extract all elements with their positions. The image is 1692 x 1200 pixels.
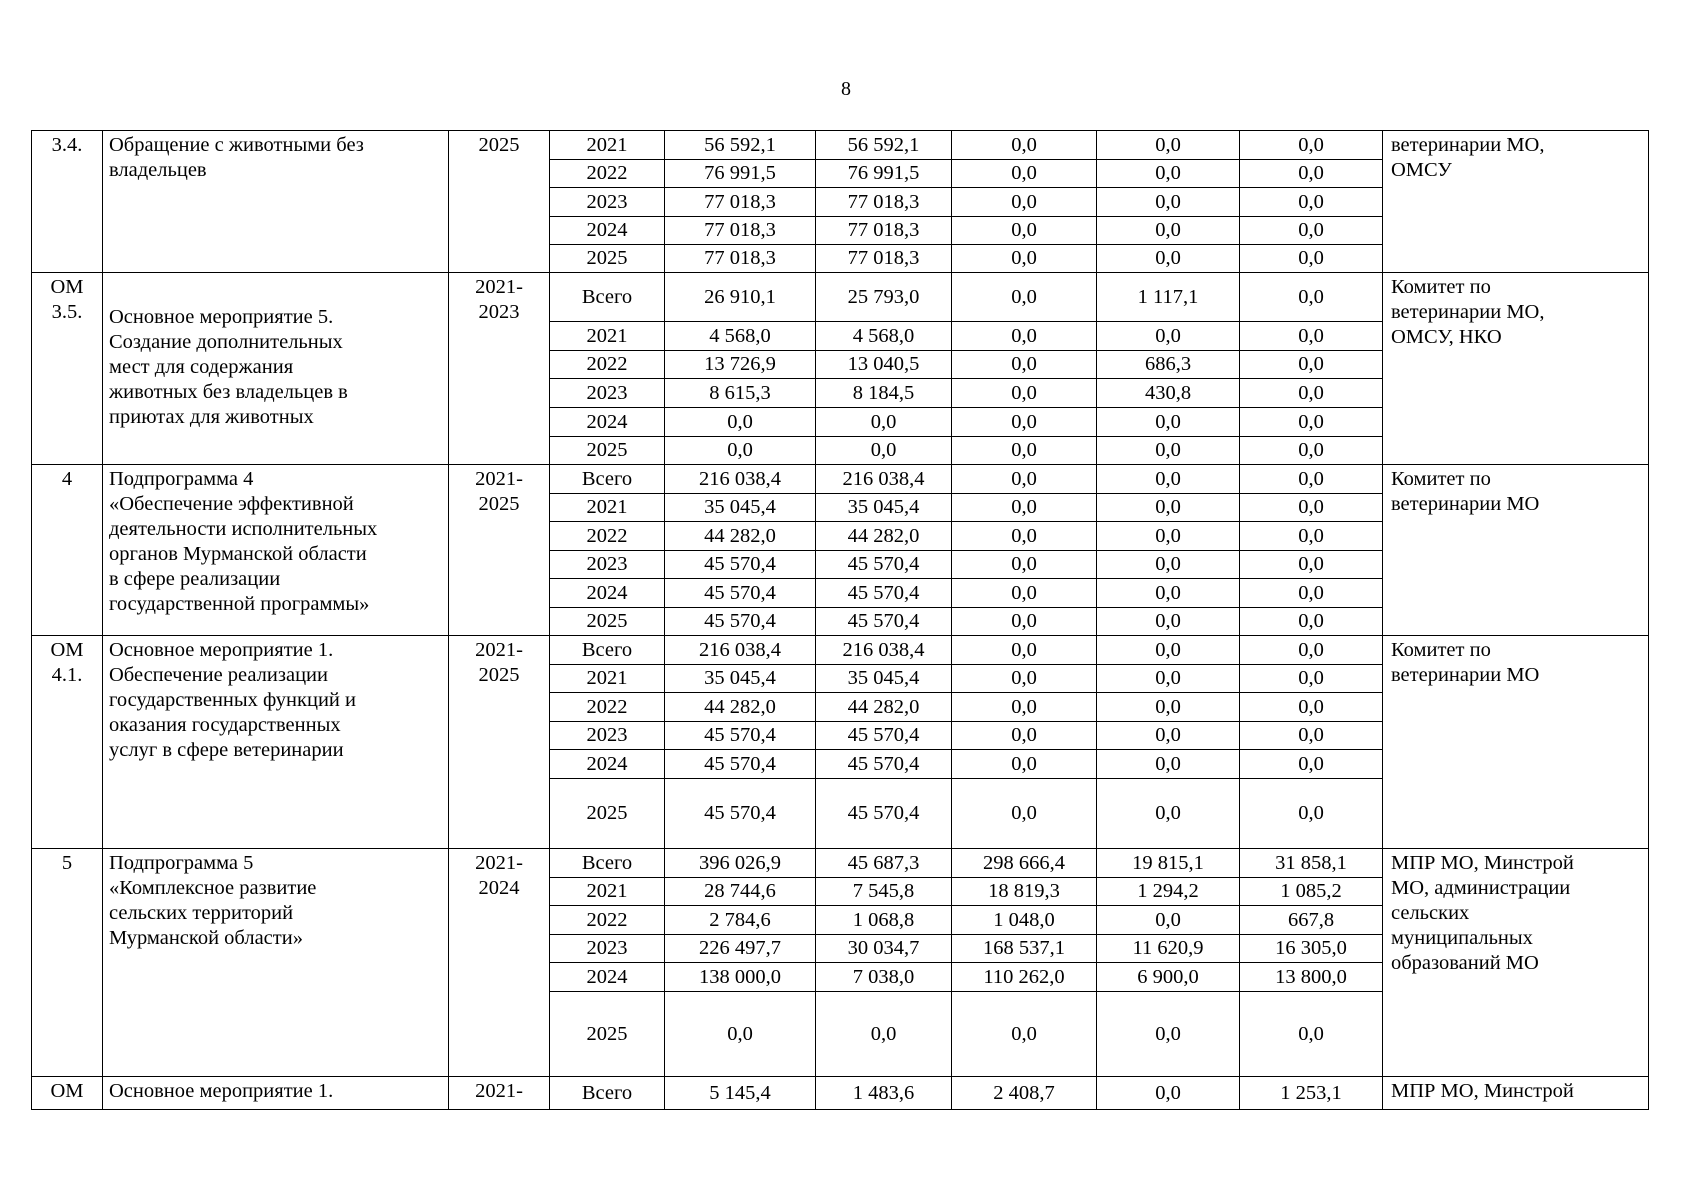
total-amount-cell: 28 744,6 bbox=[665, 878, 816, 906]
item-name-cell bbox=[103, 273, 449, 465]
item-name-line: Основное мероприятие 1. bbox=[109, 1080, 334, 1102]
regional-budget-cell: 0,0 bbox=[816, 992, 952, 1077]
executor-cell bbox=[1383, 273, 1649, 465]
other-sources-cell: 0,0 bbox=[1240, 750, 1383, 779]
regional-budget-cell: 56 592,1 bbox=[816, 131, 952, 160]
total-amount-cell: 35 045,4 bbox=[665, 494, 816, 522]
federal-budget-cell: 0,0 bbox=[952, 579, 1097, 608]
period-cell bbox=[449, 465, 550, 636]
year-cell: Всего bbox=[550, 1077, 665, 1110]
regional-budget-cell: 44 282,0 bbox=[816, 522, 952, 551]
item-name-line: в сфере реализации bbox=[109, 568, 281, 590]
year-cell: 2023 bbox=[550, 188, 665, 217]
period-line: 2024 bbox=[478, 877, 520, 899]
other-sources-cell: 0,0 bbox=[1240, 322, 1383, 351]
regional-budget-cell: 0,0 bbox=[816, 408, 952, 437]
period-line: 2025 bbox=[478, 664, 520, 686]
item-name-cell bbox=[103, 636, 449, 849]
local-budget-cell: 0,0 bbox=[1097, 636, 1240, 665]
regional-budget-cell: 44 282,0 bbox=[816, 693, 952, 722]
local-budget-cell: 0,0 bbox=[1097, 665, 1240, 693]
table-row bbox=[32, 273, 1649, 322]
item-name-line: органов Мурманской области bbox=[109, 543, 367, 565]
page-number: 8 bbox=[841, 78, 851, 100]
item-name-line: Обеспечение реализации bbox=[109, 664, 328, 686]
item-name-line: животных без владельцев в bbox=[109, 381, 348, 403]
federal-budget-cell: 0,0 bbox=[952, 273, 1097, 322]
total-amount-cell: 35 045,4 bbox=[665, 665, 816, 693]
local-budget-cell: 0,0 bbox=[1097, 522, 1240, 551]
federal-budget-cell: 0,0 bbox=[952, 245, 1097, 273]
regional-budget-cell: 216 038,4 bbox=[816, 465, 952, 494]
local-budget-cell: 0,0 bbox=[1097, 131, 1240, 160]
year-cell: 2024 bbox=[550, 750, 665, 779]
year-cell: 2021 bbox=[550, 131, 665, 160]
federal-budget-cell: 18 819,3 bbox=[952, 878, 1097, 906]
total-amount-cell: 45 570,4 bbox=[665, 722, 816, 750]
year-cell: 2025 bbox=[550, 608, 665, 636]
local-budget-cell: 0,0 bbox=[1097, 722, 1240, 750]
local-budget-cell: 0,0 bbox=[1097, 992, 1240, 1077]
item-code-line: 4 bbox=[61, 468, 73, 490]
other-sources-cell: 0,0 bbox=[1240, 351, 1383, 379]
item-code-line: 4.1. bbox=[51, 664, 83, 686]
executor-cell bbox=[1383, 131, 1649, 273]
year-cell: 2023 bbox=[550, 722, 665, 750]
local-budget-cell: 0,0 bbox=[1097, 437, 1240, 465]
local-budget-cell: 430,8 bbox=[1097, 379, 1240, 408]
regional-budget-cell: 45 570,4 bbox=[816, 722, 952, 750]
total-amount-cell: 8 615,3 bbox=[665, 379, 816, 408]
regional-budget-cell: 7 038,0 bbox=[816, 963, 952, 992]
other-sources-cell: 0,0 bbox=[1240, 131, 1383, 160]
regional-budget-cell: 45 570,4 bbox=[816, 779, 952, 849]
year-cell: 2023 bbox=[550, 379, 665, 408]
other-sources-cell: 0,0 bbox=[1240, 217, 1383, 245]
executor-cell bbox=[1383, 1077, 1649, 1110]
year-cell: Всего bbox=[550, 465, 665, 494]
period-cell bbox=[449, 273, 550, 465]
local-budget-cell: 0,0 bbox=[1097, 1077, 1240, 1110]
local-budget-cell: 0,0 bbox=[1097, 322, 1240, 351]
other-sources-cell: 0,0 bbox=[1240, 160, 1383, 188]
executor-cell bbox=[1383, 465, 1649, 636]
federal-budget-cell: 0,0 bbox=[952, 608, 1097, 636]
federal-budget-cell: 0,0 bbox=[952, 217, 1097, 245]
federal-budget-cell: 0,0 bbox=[952, 522, 1097, 551]
total-amount-cell: 0,0 bbox=[665, 408, 816, 437]
federal-budget-cell: 2 408,7 bbox=[952, 1077, 1097, 1110]
local-budget-cell: 0,0 bbox=[1097, 750, 1240, 779]
regional-budget-cell: 35 045,4 bbox=[816, 494, 952, 522]
item-name-cell bbox=[103, 131, 449, 273]
other-sources-cell: 0,0 bbox=[1240, 273, 1383, 322]
item-name-line: «Комплексное развитие bbox=[109, 877, 317, 899]
item-code-cell bbox=[32, 273, 103, 465]
other-sources-cell: 0,0 bbox=[1240, 693, 1383, 722]
regional-budget-cell: 1 483,6 bbox=[816, 1077, 952, 1110]
other-sources-cell: 0,0 bbox=[1240, 188, 1383, 217]
year-cell: 2024 bbox=[550, 579, 665, 608]
total-amount-cell: 13 726,9 bbox=[665, 351, 816, 379]
executor-line: ОМСУ, НКО bbox=[1391, 326, 1502, 348]
total-amount-cell: 77 018,3 bbox=[665, 188, 816, 217]
total-amount-cell: 5 145,4 bbox=[665, 1077, 816, 1110]
total-amount-cell: 45 570,4 bbox=[665, 579, 816, 608]
total-amount-cell: 76 991,5 bbox=[665, 160, 816, 188]
local-budget-cell: 0,0 bbox=[1097, 779, 1240, 849]
regional-budget-cell: 45 570,4 bbox=[816, 579, 952, 608]
other-sources-cell: 0,0 bbox=[1240, 608, 1383, 636]
item-name-line: оказания государственных bbox=[109, 714, 341, 736]
other-sources-cell: 0,0 bbox=[1240, 245, 1383, 273]
total-amount-cell: 77 018,3 bbox=[665, 217, 816, 245]
item-code-line: ОМ bbox=[50, 639, 84, 661]
other-sources-cell: 0,0 bbox=[1240, 579, 1383, 608]
federal-budget-cell: 0,0 bbox=[952, 551, 1097, 579]
total-amount-cell: 45 570,4 bbox=[665, 608, 816, 636]
year-cell: 2022 bbox=[550, 351, 665, 379]
other-sources-cell: 1 253,1 bbox=[1240, 1077, 1383, 1110]
regional-budget-cell: 8 184,5 bbox=[816, 379, 952, 408]
table-row bbox=[32, 1077, 1649, 1110]
regional-budget-cell: 4 568,0 bbox=[816, 322, 952, 351]
item-name-line: услуг в сфере ветеринарии bbox=[109, 739, 344, 761]
regional-budget-cell: 77 018,3 bbox=[816, 217, 952, 245]
local-budget-cell: 0,0 bbox=[1097, 188, 1240, 217]
period-line: 2021- bbox=[475, 276, 523, 298]
executor-line: ветеринарии МО, bbox=[1391, 134, 1545, 156]
year-cell: 2025 bbox=[550, 779, 665, 849]
other-sources-cell: 0,0 bbox=[1240, 379, 1383, 408]
other-sources-cell: 0,0 bbox=[1240, 722, 1383, 750]
item-name-line: приютах для животных bbox=[109, 406, 314, 428]
executor-cell bbox=[1383, 636, 1649, 849]
regional-budget-cell: 35 045,4 bbox=[816, 665, 952, 693]
total-amount-cell: 44 282,0 bbox=[665, 522, 816, 551]
item-name-line: Подпрограмма 4 bbox=[109, 468, 254, 490]
total-amount-cell: 396 026,9 bbox=[665, 849, 816, 878]
item-name-line: деятельности исполнительных bbox=[109, 518, 378, 540]
other-sources-cell: 667,8 bbox=[1240, 906, 1383, 935]
local-budget-cell: 0,0 bbox=[1097, 160, 1240, 188]
federal-budget-cell: 0,0 bbox=[952, 722, 1097, 750]
federal-budget-cell: 0,0 bbox=[952, 494, 1097, 522]
year-cell: 2024 bbox=[550, 408, 665, 437]
year-cell: 2022 bbox=[550, 522, 665, 551]
item-name-line: сельских территорий bbox=[109, 902, 294, 924]
federal-budget-cell: 0,0 bbox=[952, 693, 1097, 722]
regional-budget-cell: 25 793,0 bbox=[816, 273, 952, 322]
period-line: 2021- bbox=[475, 852, 523, 874]
period-line: 2021- bbox=[475, 468, 523, 490]
local-budget-cell: 0,0 bbox=[1097, 494, 1240, 522]
other-sources-cell: 0,0 bbox=[1240, 465, 1383, 494]
federal-budget-cell: 0,0 bbox=[952, 465, 1097, 494]
other-sources-cell: 0,0 bbox=[1240, 779, 1383, 849]
period-line: 2025 bbox=[478, 493, 520, 515]
year-cell: 2023 bbox=[550, 935, 665, 963]
local-budget-cell: 1 294,2 bbox=[1097, 878, 1240, 906]
federal-budget-cell: 0,0 bbox=[952, 351, 1097, 379]
other-sources-cell: 0,0 bbox=[1240, 992, 1383, 1077]
year-cell: 2021 bbox=[550, 665, 665, 693]
total-amount-cell: 45 570,4 bbox=[665, 750, 816, 779]
item-name-line: Основное мероприятие 5. bbox=[109, 306, 334, 328]
year-cell: Всего bbox=[550, 636, 665, 665]
other-sources-cell: 0,0 bbox=[1240, 522, 1383, 551]
regional-budget-cell: 30 034,7 bbox=[816, 935, 952, 963]
federal-budget-cell: 1 048,0 bbox=[952, 906, 1097, 935]
item-code-cell bbox=[32, 849, 103, 1077]
item-name-line: государственной программы» bbox=[109, 593, 370, 615]
year-cell: 2022 bbox=[550, 906, 665, 935]
local-budget-cell: 0,0 bbox=[1097, 408, 1240, 437]
executor-line: муниципальных bbox=[1391, 927, 1533, 949]
executor-line: сельских bbox=[1391, 902, 1470, 924]
item-code-cell bbox=[32, 636, 103, 849]
regional-budget-cell: 45 570,4 bbox=[816, 608, 952, 636]
period-cell bbox=[449, 131, 550, 273]
period-cell bbox=[449, 1077, 550, 1110]
total-amount-cell: 44 282,0 bbox=[665, 693, 816, 722]
local-budget-cell: 11 620,9 bbox=[1097, 935, 1240, 963]
federal-budget-cell: 0,0 bbox=[952, 188, 1097, 217]
item-code-line: ОМ bbox=[50, 1080, 84, 1102]
other-sources-cell: 0,0 bbox=[1240, 494, 1383, 522]
item-name-line: мест для содержания bbox=[109, 356, 294, 378]
executor-line: Комитет по bbox=[1391, 639, 1491, 661]
executor-line: МО, администрации bbox=[1391, 877, 1571, 899]
year-cell: 2021 bbox=[550, 494, 665, 522]
table-row bbox=[32, 131, 1649, 160]
local-budget-cell: 0,0 bbox=[1097, 245, 1240, 273]
local-budget-cell: 0,0 bbox=[1097, 906, 1240, 935]
total-amount-cell: 226 497,7 bbox=[665, 935, 816, 963]
local-budget-cell: 686,3 bbox=[1097, 351, 1240, 379]
regional-budget-cell: 216 038,4 bbox=[816, 636, 952, 665]
other-sources-cell: 13 800,0 bbox=[1240, 963, 1383, 992]
executor-line: ОМСУ bbox=[1391, 159, 1452, 181]
federal-budget-cell: 168 537,1 bbox=[952, 935, 1097, 963]
federal-budget-cell: 298 666,4 bbox=[952, 849, 1097, 878]
local-budget-cell: 6 900,0 bbox=[1097, 963, 1240, 992]
total-amount-cell: 45 570,4 bbox=[665, 551, 816, 579]
federal-budget-cell: 0,0 bbox=[952, 408, 1097, 437]
executor-line: МПР МО, Минстрой bbox=[1391, 852, 1574, 874]
local-budget-cell: 0,0 bbox=[1097, 608, 1240, 636]
regional-budget-cell: 45 570,4 bbox=[816, 750, 952, 779]
local-budget-cell: 0,0 bbox=[1097, 551, 1240, 579]
regional-budget-cell: 7 545,8 bbox=[816, 878, 952, 906]
other-sources-cell: 0,0 bbox=[1240, 636, 1383, 665]
regional-budget-cell: 13 040,5 bbox=[816, 351, 952, 379]
year-cell: 2023 bbox=[550, 551, 665, 579]
year-cell: 2024 bbox=[550, 963, 665, 992]
table-row bbox=[32, 849, 1649, 878]
total-amount-cell: 4 568,0 bbox=[665, 322, 816, 351]
total-amount-cell: 0,0 bbox=[665, 992, 816, 1077]
total-amount-cell: 26 910,1 bbox=[665, 273, 816, 322]
executor-line: образований МО bbox=[1391, 952, 1539, 974]
item-code-line: ОМ bbox=[50, 276, 84, 298]
federal-budget-cell: 0,0 bbox=[952, 750, 1097, 779]
total-amount-cell: 216 038,4 bbox=[665, 465, 816, 494]
executor-line: МПР МО, Минстрой bbox=[1391, 1080, 1574, 1102]
other-sources-cell: 31 858,1 bbox=[1240, 849, 1383, 878]
other-sources-cell: 0,0 bbox=[1240, 665, 1383, 693]
year-cell: 2021 bbox=[550, 322, 665, 351]
item-code-line: 5 bbox=[61, 852, 73, 874]
total-amount-cell: 45 570,4 bbox=[665, 779, 816, 849]
year-cell: 2025 bbox=[550, 245, 665, 273]
federal-budget-cell: 0,0 bbox=[952, 665, 1097, 693]
item-name-cell bbox=[103, 849, 449, 1077]
regional-budget-cell: 76 991,5 bbox=[816, 160, 952, 188]
item-code-line: 3.5. bbox=[51, 301, 83, 323]
federal-budget-cell: 0,0 bbox=[952, 437, 1097, 465]
regional-budget-cell: 77 018,3 bbox=[816, 188, 952, 217]
other-sources-cell: 16 305,0 bbox=[1240, 935, 1383, 963]
executor-cell bbox=[1383, 849, 1649, 1077]
federal-budget-cell: 0,0 bbox=[952, 379, 1097, 408]
federal-budget-cell: 0,0 bbox=[952, 160, 1097, 188]
regional-budget-cell: 45 570,4 bbox=[816, 551, 952, 579]
other-sources-cell: 1 085,2 bbox=[1240, 878, 1383, 906]
year-cell: 2025 bbox=[550, 992, 665, 1077]
total-amount-cell: 216 038,4 bbox=[665, 636, 816, 665]
regional-budget-cell: 0,0 bbox=[816, 437, 952, 465]
item-name-line: Мурманской области» bbox=[109, 927, 303, 949]
executor-line: Комитет по bbox=[1391, 276, 1491, 298]
year-cell: 2022 bbox=[550, 160, 665, 188]
federal-budget-cell: 0,0 bbox=[952, 636, 1097, 665]
item-name-cell bbox=[103, 465, 449, 636]
period-cell bbox=[449, 636, 550, 849]
regional-budget-cell: 1 068,8 bbox=[816, 906, 952, 935]
total-amount-cell: 56 592,1 bbox=[665, 131, 816, 160]
regional-budget-cell: 45 687,3 bbox=[816, 849, 952, 878]
total-amount-cell: 0,0 bbox=[665, 437, 816, 465]
other-sources-cell: 0,0 bbox=[1240, 551, 1383, 579]
other-sources-cell: 0,0 bbox=[1240, 408, 1383, 437]
table-row bbox=[32, 465, 1649, 494]
year-cell: 2021 bbox=[550, 878, 665, 906]
period-line: 2023 bbox=[478, 301, 520, 323]
item-name-line: «Обеспечение эффективной bbox=[109, 493, 354, 515]
other-sources-cell: 0,0 bbox=[1240, 437, 1383, 465]
executor-line: ветеринарии МО, bbox=[1391, 301, 1545, 323]
year-cell: 2025 bbox=[550, 437, 665, 465]
federal-budget-cell: 0,0 bbox=[952, 322, 1097, 351]
local-budget-cell: 1 117,1 bbox=[1097, 273, 1240, 322]
executor-line: ветеринарии МО bbox=[1391, 493, 1540, 515]
year-cell: Всего bbox=[550, 849, 665, 878]
item-name-line: Подпрограмма 5 bbox=[109, 852, 254, 874]
item-name-cell bbox=[103, 1077, 449, 1110]
year-cell: 2022 bbox=[550, 693, 665, 722]
item-name-line: Основное мероприятие 1. bbox=[109, 639, 334, 661]
local-budget-cell: 0,0 bbox=[1097, 579, 1240, 608]
local-budget-cell: 0,0 bbox=[1097, 217, 1240, 245]
federal-budget-cell: 0,0 bbox=[952, 992, 1097, 1077]
period-line: 2025 bbox=[478, 134, 520, 156]
period-cell bbox=[449, 849, 550, 1077]
table-row bbox=[32, 636, 1649, 665]
executor-line: Комитет по bbox=[1391, 468, 1491, 490]
regional-budget-cell: 77 018,3 bbox=[816, 245, 952, 273]
executor-line: ветеринарии МО bbox=[1391, 664, 1540, 686]
item-code-cell bbox=[32, 465, 103, 636]
item-name-line: государственных функций и bbox=[109, 689, 356, 711]
item-code-cell bbox=[32, 131, 103, 273]
federal-budget-cell: 110 262,0 bbox=[952, 963, 1097, 992]
period-line: 2021- bbox=[475, 639, 523, 661]
local-budget-cell: 0,0 bbox=[1097, 465, 1240, 494]
total-amount-cell: 138 000,0 bbox=[665, 963, 816, 992]
item-code-line: 3.4. bbox=[51, 134, 83, 156]
funding-table bbox=[31, 130, 1649, 1110]
federal-budget-cell: 0,0 bbox=[952, 779, 1097, 849]
local-budget-cell: 0,0 bbox=[1097, 693, 1240, 722]
item-name-line: Обращение с животными без bbox=[109, 134, 364, 156]
item-code-cell bbox=[32, 1077, 103, 1110]
period-line: 2021- bbox=[475, 1080, 523, 1102]
local-budget-cell: 19 815,1 bbox=[1097, 849, 1240, 878]
total-amount-cell: 77 018,3 bbox=[665, 245, 816, 273]
year-cell: 2024 bbox=[550, 217, 665, 245]
total-amount-cell: 2 784,6 bbox=[665, 906, 816, 935]
federal-budget-cell: 0,0 bbox=[952, 131, 1097, 160]
year-cell: Всего bbox=[550, 273, 665, 322]
item-name-line: Создание дополнительных bbox=[109, 331, 343, 353]
item-name-line: владельцев bbox=[109, 159, 207, 181]
